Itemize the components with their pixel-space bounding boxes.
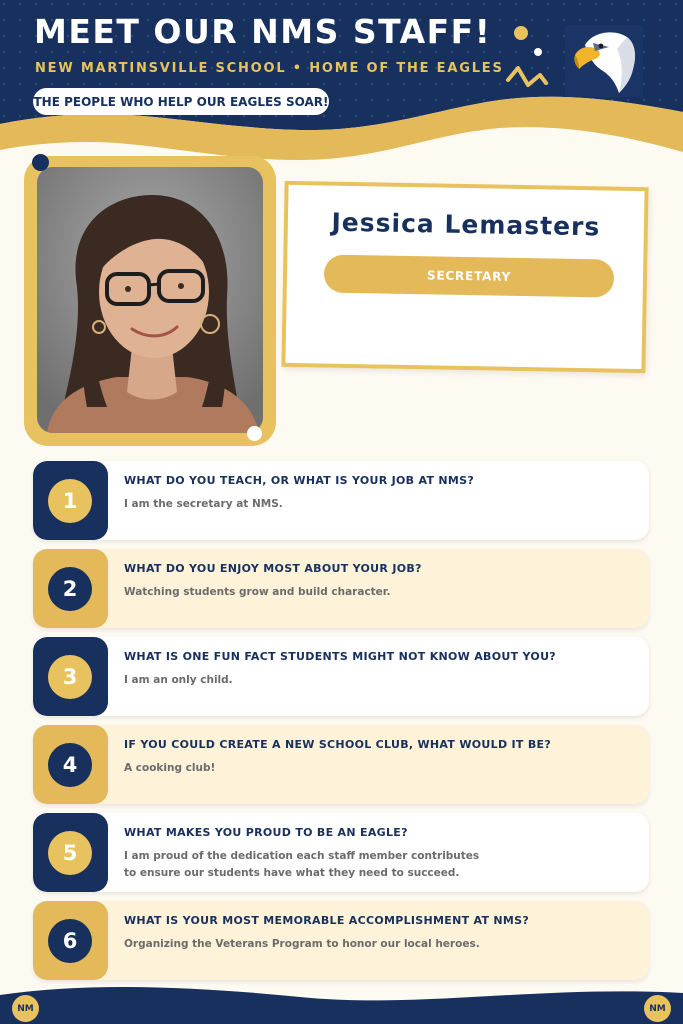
qa-answer: Watching students grow and build character. — [124, 586, 391, 598]
qa-question: WHAT DO YOU ENJOY MOST ABOUT YOUR JOB? — [124, 562, 422, 575]
qa-item-1 — [33, 461, 649, 540]
qa-answer: A cooking club! — [124, 762, 216, 774]
qa-item-4 — [33, 725, 649, 804]
qa-answer: I am an only child. — [124, 674, 233, 686]
qa-number: 4 — [48, 743, 92, 787]
qa-number: 1 — [48, 479, 92, 523]
qa-number: 5 — [48, 831, 92, 875]
confetti-decoration-icon — [500, 25, 560, 100]
qa-item-6 — [33, 901, 649, 980]
qa-item-3 — [33, 637, 649, 716]
school-badge-left: NM — [12, 995, 39, 1022]
tagline-pill: THE PEOPLE WHO HELP OUR EAGLES SOAR! — [33, 88, 329, 115]
staff-portrait — [37, 167, 263, 433]
qa-question: WHAT MAKES YOU PROUD TO BE AN EAGLE? — [124, 826, 408, 839]
eagle-mascot-icon — [565, 25, 643, 97]
qa-question: WHAT IS ONE FUN FACT STUDENTS MIGHT NOT KNOW ABOUT YOU? — [124, 650, 556, 663]
qa-answer: I am the secretary at NMS. — [124, 498, 283, 510]
decorative-dot — [247, 426, 262, 441]
name-card — [281, 181, 648, 373]
decorative-dot — [32, 154, 49, 171]
qa-question: WHAT IS YOUR MOST MEMORABLE ACCOMPLISHMENT AT NMS? — [124, 914, 530, 927]
footer-wave — [0, 975, 683, 1024]
qa-number: 2 — [48, 567, 92, 611]
qa-question: WHAT DO YOU TEACH, OR WHAT IS YOUR JOB AT NMS? — [124, 474, 475, 487]
school-badge-right: NM — [644, 995, 671, 1022]
qa-number: 3 — [48, 655, 92, 699]
qa-question: IF YOU COULD CREATE A NEW SCHOOL CLUB, WHAT WOULD IT BE? — [124, 738, 552, 751]
header-banner — [0, 0, 683, 165]
qa-number: 6 — [48, 919, 92, 963]
page-title: MEET OUR NMS STAFF! — [34, 12, 492, 51]
page-subtitle: NEW MARTINSVILLE SCHOOL • HOME OF THE EAGLES — [35, 61, 504, 76]
qa-item-2 — [33, 549, 649, 628]
role-badge: SECRETARY — [324, 255, 615, 298]
qa-answer: I am proud of the dedication each staff member contributes to ensure our students have what they need to succeed. — [124, 850, 480, 879]
staff-name: Jessica Lemasters — [331, 207, 601, 242]
qa-answer: Organizing the Veterans Program to honor our local heroes. — [124, 938, 480, 950]
qa-item-5 — [33, 813, 649, 892]
